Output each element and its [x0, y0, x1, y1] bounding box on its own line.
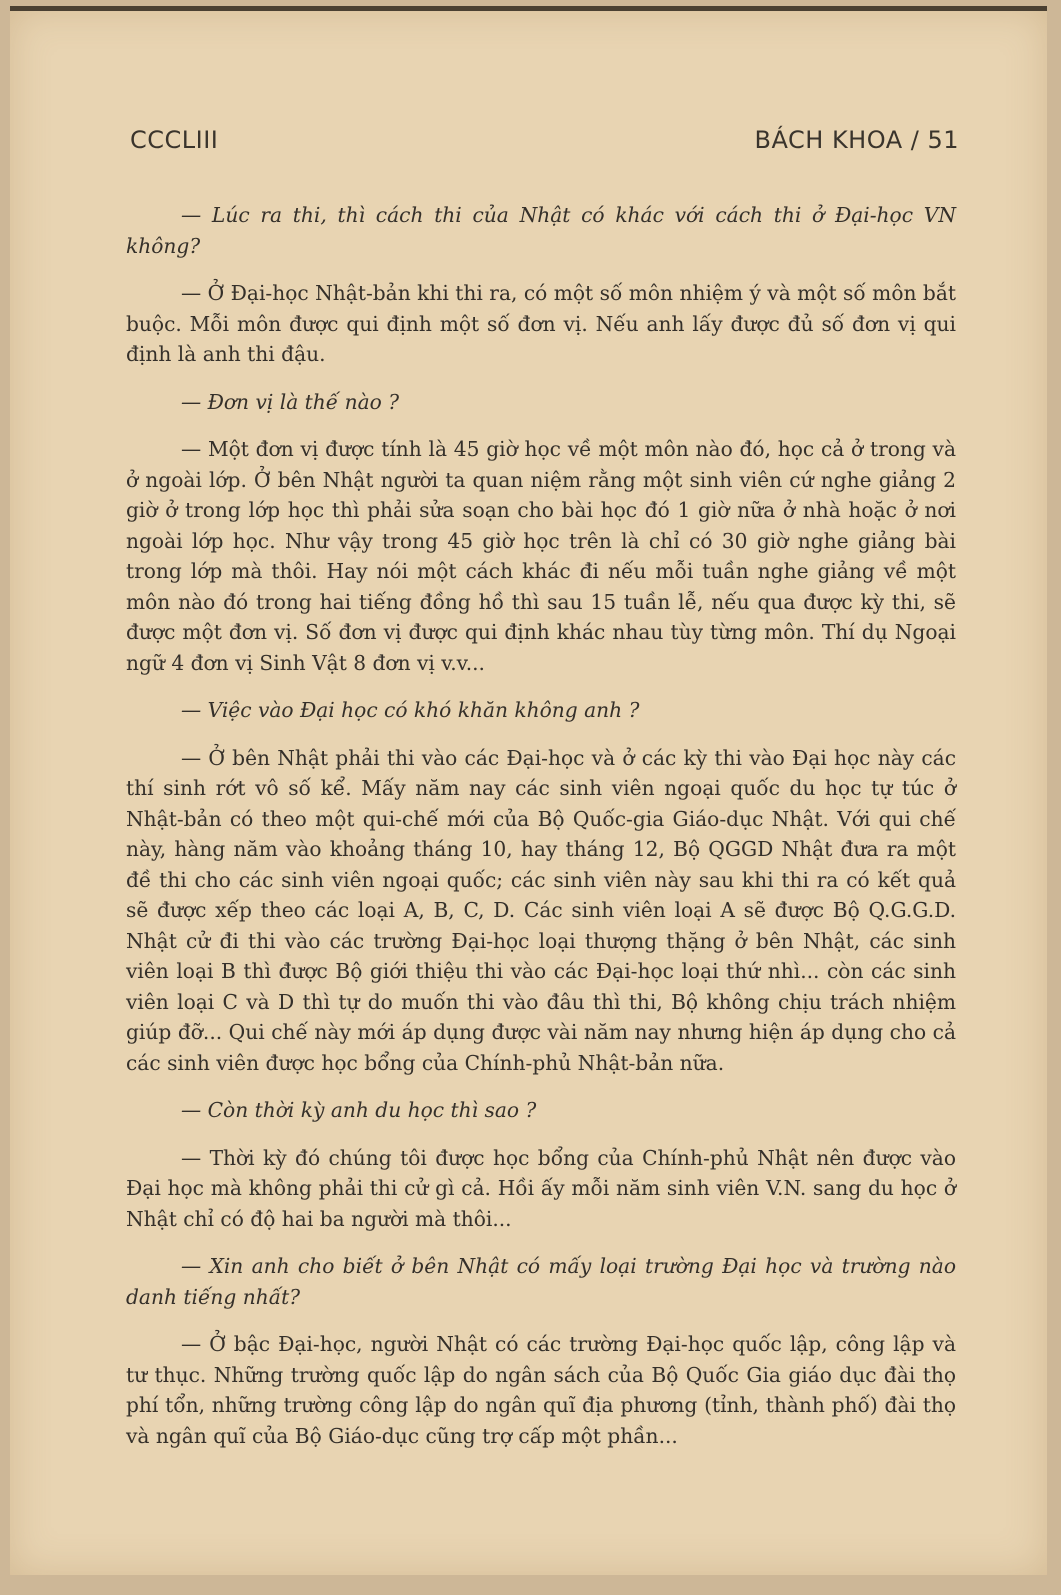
answer-paragraph: — Ở bậc Đại-học, người Nhật có các trường Đại-học quốc lập, công lập và tư thục. Những trường quốc lập do ngân sách của Bộ Quốc Gia giáo dục đài thọ phí tổn, những trường công lập do ngân quĩ địa phương (tỉnh, thành phố) đài thọ và ngân quĩ của Bộ Giáo-dục cũng trợ cấp một phần...	[126, 1332, 956, 1448]
answer-paragraph: — Thời kỳ đó chúng tôi được học bổng của Chính-phủ Nhật nên được vào Đại học mà không phải thi cử gì cả. Hồi ấy mỗi năm sinh viên V.N. sang du học ở Nhật chỉ có độ hai ba người mà thôi...	[126, 1145, 956, 1231]
header-issue-number: CCCLIII	[130, 126, 219, 154]
question-paragraph: — Lúc ra thi, thì cách thi của Nhật có khác với cách thi ở Đại-học VN không?	[126, 203, 956, 258]
article-body	[126, 200, 956, 1468]
question-paragraph: — Còn thời kỳ anh du học thì sao ?	[181, 1098, 537, 1122]
scanned-page	[10, 8, 1047, 1575]
answer-paragraph: — Ở Đại-học Nhật-bản khi thi ra, có một số môn nhiệm ý và một số môn bắt buộc. Mỗi môn được qui định một số đơn vị. Nếu anh lấy được đủ số đơn vị qui định là anh thi đậu.	[126, 281, 956, 366]
question-paragraph: — Việc vào Đại học có khó khăn không anh ?	[181, 698, 640, 722]
question-paragraph: — Đơn vị là thế nào ?	[181, 389, 400, 414]
page-top-edge	[10, 6, 1047, 11]
answer-paragraph: — Ở bên Nhật phải thi vào các Đại-học và ở các kỳ thi vào Đại học này các thí sinh rớt vô số kể. Mấy năm nay các sinh viên ngoại quốc du học tự túc ở Nhật-bản có theo một qui-chế mới của Bộ Quốc-gia Giáo-dục Nhật. Với qui chế này, hàng năm vào khoảng tháng 10, hay tháng 12, Bộ QGGD Nhật đưa ra một đề thi cho các sinh viên ngoại quốc; các sinh viên này sau khi thi ra có kết quả sẽ được xếp theo các loại A, B, C, D. Các sinh viên loại A sẽ được Bộ Q.G.G.D. Nhật cử đi thi vào các trường Đại-học loại thượng thặng ở bên Nhật, các sinh viên loại B thì được Bộ giới thiệu thi vào các Đại-học loại thứ nhì... còn các sinh viên loại C và D thì tự do muốn thi vào đâu thì thi, Bộ không chịu trách nhiệm giúp đỡ... Qui chế này mới áp dụng được vài năm nay nhưng hiện áp dụng cho cả các sinh viên được học bổng của Chính-phủ Nhật-bản nữa.	[126, 745, 956, 1075]
question-paragraph: — Xin anh cho biết ở bên Nhật có mấy loại trường Đại học và trường nào danh tiếng nhất?	[126, 1254, 956, 1309]
answer-paragraph: — Một đơn vị được tính là 45 giờ học về một môn nào đó, học cả ở trong và ở ngoài lớp. Ở bên Nhật người ta quan niệm rằng một sinh viên cứ nghe giảng 2 giờ ở trong lớp học thì phải sửa soạn cho bài học đó 1 giờ nữa ở nhà hoặc ở nơi ngoài lớp học. Như vậy trong 45 giờ học trên là chỉ có 30 giờ nghe giảng bài trong lớp mà thôi. Hay nói một cách khác đi nếu mỗi tuần nghe giảng về một môn nào đó trong hai tiếng đồng hồ thì sau 15 tuần lễ, nếu qua được kỳ thi, sẽ được một đơn vị. Số đơn vị được qui định khác nhau tùy từng môn. Thí dụ Ngoại ngữ 4 đơn vị Sinh Vật 8 đơn vị v.v...	[126, 437, 956, 675]
header-journal-page: BÁCH KHOA / 51	[754, 126, 959, 154]
running-header	[130, 126, 959, 154]
